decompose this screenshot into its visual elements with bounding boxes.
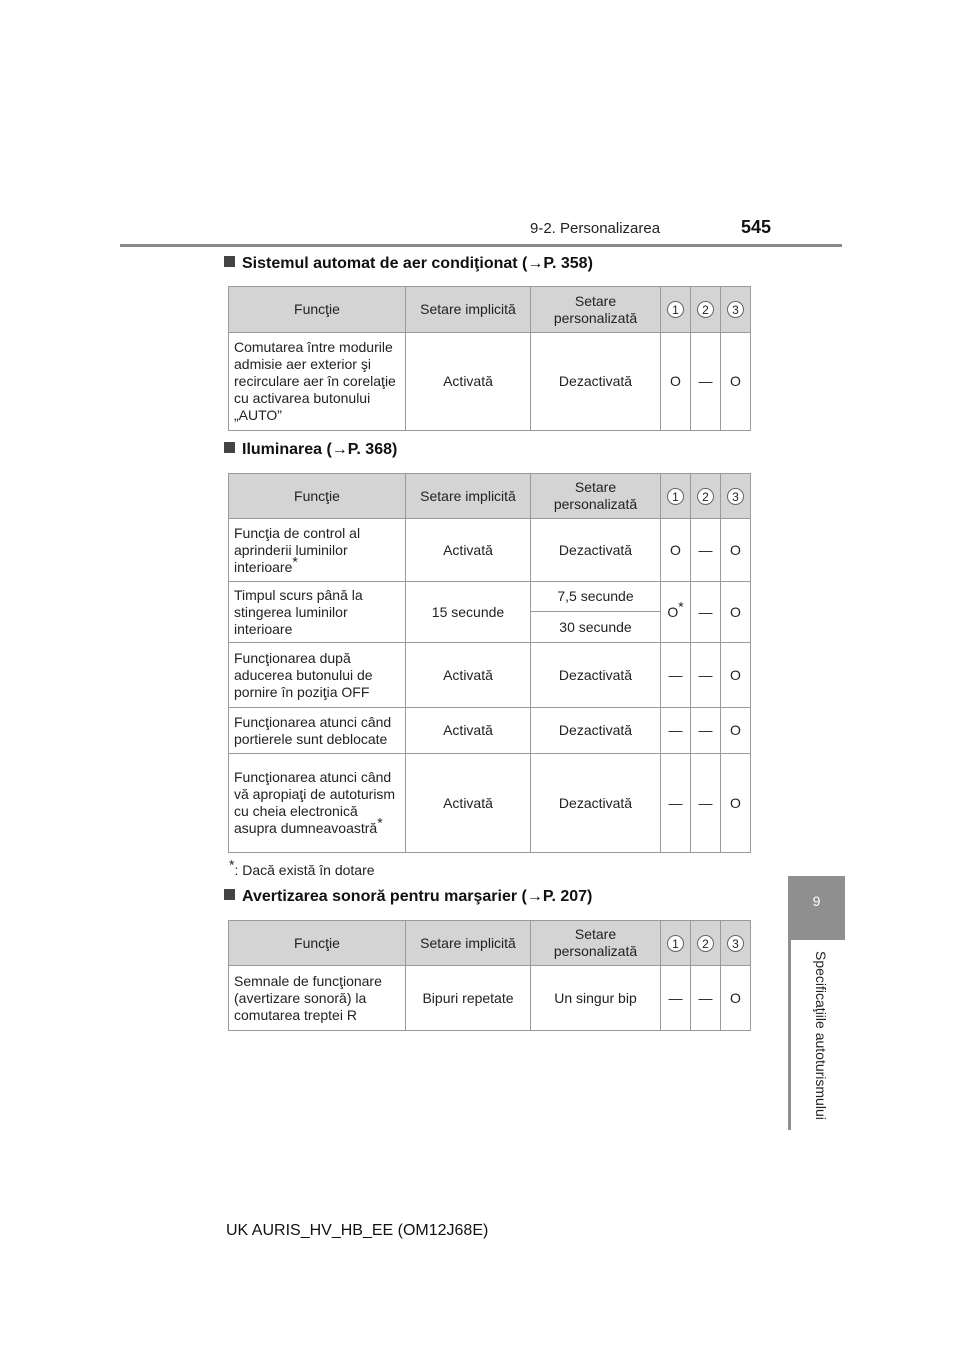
row-col3: O — [721, 519, 751, 582]
section-title-text: Avertizarea sonoră pentru marşarier (→P. 207) — [242, 888, 593, 905]
row-function: Funcţia de control al aprinderii luminilor interioare* — [229, 519, 406, 582]
row-custom: Dezactivată — [531, 519, 661, 582]
row-col3: O — [721, 754, 751, 853]
row-col2: — — [691, 754, 721, 853]
row-col2: — — [691, 519, 721, 582]
row-col1: O — [661, 519, 691, 582]
row-custom: Dezactivată — [531, 333, 661, 431]
circled-1-icon: 1 — [667, 935, 684, 952]
table-row — [229, 519, 751, 582]
circled-2-icon: 2 — [697, 488, 714, 505]
header-default: Setare implicită — [406, 287, 531, 333]
row-custom: Dezactivată — [531, 754, 661, 853]
row-col3: O — [721, 582, 751, 643]
square-bullet-icon — [224, 256, 235, 267]
row-col2: — — [691, 582, 721, 643]
table-row — [229, 333, 751, 431]
table-row — [229, 708, 751, 754]
square-bullet-icon — [224, 442, 235, 453]
row-default: 15 secunde — [406, 582, 531, 643]
row-default: Bipuri repetate — [406, 966, 531, 1031]
table-header-row — [229, 921, 751, 966]
row-col1: O — [661, 333, 691, 431]
row-default: Activată — [406, 708, 531, 754]
header-custom: Setare personalizată — [531, 921, 661, 966]
row-col3: O — [721, 966, 751, 1031]
table-row — [229, 643, 751, 708]
header-custom: Setare personalizată — [531, 474, 661, 519]
row-col3: O — [721, 333, 751, 431]
header-function: Funcţie — [229, 474, 406, 519]
section-heading: 9-2. Personalizarea — [530, 220, 661, 237]
table-lighting — [228, 473, 751, 853]
row-custom: Un singur bip — [531, 966, 661, 1031]
header-function: Funcţie — [229, 921, 406, 966]
row-default: Activată — [406, 643, 531, 708]
row-col3: O — [721, 708, 751, 754]
row-col1: O* — [661, 582, 691, 643]
chapter-number: 9 — [812, 893, 821, 909]
header-rule — [120, 244, 842, 247]
row-col3: O — [721, 643, 751, 708]
circled-3-icon: 3 — [727, 301, 744, 318]
section-title-lighting — [224, 441, 397, 459]
row-col2: — — [691, 966, 721, 1031]
asterisk-mark: * — [229, 856, 235, 873]
chapter-label: Specificaţiile autoturismului — [813, 950, 829, 1120]
row-function: Semnale de funcţionare (avertizare sonoră) la comutarea treptei R — [229, 966, 406, 1031]
header-default: Setare implicită — [406, 474, 531, 519]
asterisk-mark: * — [678, 597, 684, 614]
circled-3-icon: 3 — [727, 488, 744, 505]
section-title-reverse-buzzer — [224, 888, 592, 906]
row-col1: — — [661, 754, 691, 853]
row-function: Funcţionarea atunci când portierele sunt deblocate — [229, 708, 406, 754]
section-title-text: Iluminarea (→P. 368) — [242, 441, 398, 458]
row-function: Funcţionarea atunci când vă apropiaţi de autoturism cu cheia electronică asupra dumneavoastră* — [229, 754, 406, 853]
asterisk-mark: * — [377, 814, 383, 831]
footnote: *: Dacă există în dotare — [229, 856, 375, 878]
row-default: Activată — [406, 519, 531, 582]
header-function: Funcţie — [229, 287, 406, 333]
circled-3-icon: 3 — [727, 935, 744, 952]
row-function: Timpul scurs până la stingerea luminilor interioare — [229, 582, 406, 643]
page-number: 545 — [741, 217, 772, 237]
row-function: Funcţionarea după aducerea butonului de pornire în poziţia OFF — [229, 643, 406, 708]
row-col2: — — [691, 643, 721, 708]
table-row — [229, 582, 751, 612]
square-bullet-icon — [224, 889, 235, 900]
section-title-text: Sistemul automat de aer condiţionat (→P. 358) — [242, 255, 593, 272]
header-default: Setare implicită — [406, 921, 531, 966]
table-row — [229, 966, 751, 1031]
circled-2-icon: 2 — [697, 301, 714, 318]
row-custom-option-a: 7,5 secunde — [531, 582, 661, 612]
table-climate — [228, 286, 751, 431]
header-custom: Setare personalizată — [531, 287, 661, 333]
row-default: Activată — [406, 333, 531, 431]
row-col2: — — [691, 708, 721, 754]
row-col1: — — [661, 708, 691, 754]
asterisk-mark: * — [292, 552, 298, 569]
table-reverse-buzzer — [228, 920, 751, 1031]
circled-2-icon: 2 — [697, 935, 714, 952]
table-header-row — [229, 474, 751, 519]
section-title-climate — [224, 255, 593, 273]
table-row — [229, 754, 751, 853]
table-header-row — [229, 287, 751, 333]
row-custom: Dezactivată — [531, 643, 661, 708]
row-custom: Dezactivată — [531, 708, 661, 754]
row-custom-option-b: 30 secunde — [531, 612, 661, 643]
circled-1-icon: 1 — [667, 301, 684, 318]
circled-1-icon: 1 — [667, 488, 684, 505]
row-col1: — — [661, 966, 691, 1031]
row-function: Comutarea între modurile admisie aer exterior şi recirculare aer în corelaţie cu activarea butonului „AUTO” — [229, 333, 406, 431]
row-col1: — — [661, 643, 691, 708]
row-col2: — — [691, 333, 721, 431]
document-code: UK AURIS_HV_HB_EE (OM12J68E) — [226, 1222, 489, 1239]
row-default: Activată — [406, 754, 531, 853]
